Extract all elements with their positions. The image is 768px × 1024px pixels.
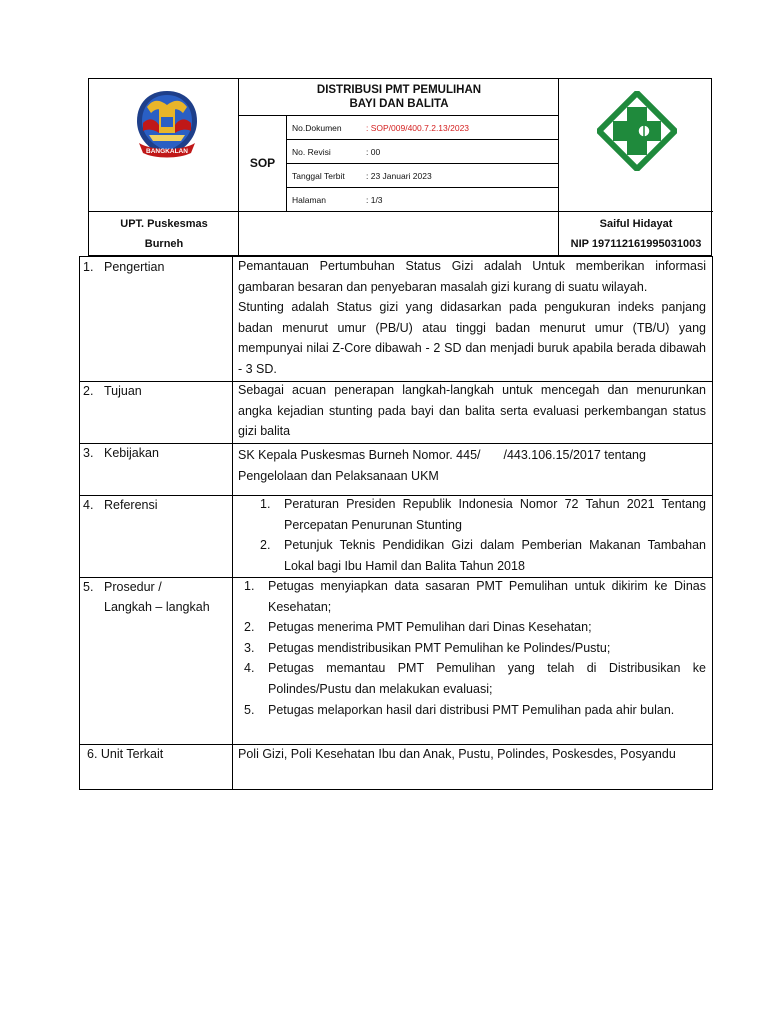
section-number: 3. [83,446,94,460]
list-item [244,638,706,659]
list-item [244,617,706,638]
item-number: 1. [260,497,271,511]
item-number: 4. [244,661,255,676]
policy-text-part: /443.106.15/2017 tentang [503,448,646,462]
title-line-2: BAYI DAN BALITA [349,98,449,110]
section-title: Pengertian [104,260,165,274]
list-item [244,576,706,617]
org-line-2: Burneh [144,238,184,250]
section-content-kebijakan [238,445,706,486]
divider [80,443,712,444]
svg-text:BANGKALAN: BANGKALAN [146,148,188,155]
meta-value: : 23 Januari 2023 [366,170,432,181]
section-title: Referensi [104,498,158,512]
organization-name [89,211,239,257]
policy-text-part: Pengelolaan dan Pelaksanaan UKM [238,468,439,483]
meta-row-document-number [287,116,559,139]
org-line-1: UPT. Puskesmas [120,218,208,230]
puskesmas-cross-logo [597,91,677,171]
item-number: 3. [244,640,255,655]
list-item [260,494,706,535]
section-title: Prosedur / [104,580,162,594]
item-text: Petugas menyiapkan data sasaran PMT Pemulihan untuk dikirim ke Dinas Kesehatan; [268,579,706,614]
sop-content-table [79,256,713,790]
paragraph: Poli Gizi, Poli Kesehatan Ibu dan Anak, Pustu, Polindes, Poskesdes, Posyandu [238,747,676,761]
item-text: Petunjuk Teknis Pendidikan Gizi dalam Pemberian Makanan Tambahan Lokal bagi Ibu Hamil dan Balita Tahun 2018 [284,538,706,573]
item-number: 2. [260,538,271,553]
section-content-pengertian [238,256,706,380]
paragraph: Pemantauan Pertumbuhan Status Gizi adalah Untuk memberikan informasi gambaran besaran dan penyebaran masalah gizi kurang di suatu wilayah. [238,259,706,294]
section-number: 1. [83,260,94,274]
meta-value: : SOP/009/400.7.2.13/2023 [366,122,470,133]
item-text: Petugas melaporkan hasil dari distribusi PMT Pemulihan pada ahir bulan. [268,702,675,717]
section-number: 5. [83,580,94,594]
bangkalan-emblem-logo [129,87,205,163]
policy-text-part: SK Kepala Puskesmas Burneh Nomor. 445/ [238,448,481,462]
meta-row-revision [287,140,559,163]
signer-nip: NIP 197112161995031003 [570,238,702,250]
item-number: 2. [244,620,255,635]
divider [232,257,233,789]
list-item [244,658,706,699]
item-text: Peraturan Presiden Republik Indonesia Nomor 72 Tahun 2021 Tentang Percepatan Penurunan Stunting [284,497,706,532]
meta-key: No.Dokumen [292,122,342,133]
section-number: 4. [83,498,94,512]
signer-name: Saiful Hidayat [599,218,673,230]
item-number: 1. [244,579,255,593]
item-text: Petugas mendistribusikan PMT Pemulihan ke Polindes/Pustu; [268,640,611,655]
document-title [239,79,559,115]
title-line-1: DISTRIBUSI PMT PEMULIHAN [316,84,482,96]
list-item [260,535,706,576]
section-title: Langkah – langkah [104,600,210,614]
paragraph: Sebagai acuan penerapan langkah-langkah untuk mencegah dan menurunkan angka kejadian stunting pada bayi dan balita serta evaluasi perkembangan status gizi balita [238,383,706,439]
meta-key: Tanggal Terbit [292,170,345,181]
procedure-list [244,576,706,720]
sop-header-table [88,78,712,256]
meta-key: Halaman [292,194,327,205]
section-title: Tujuan [104,384,142,398]
list-item [244,700,706,721]
section-title: Kebijakan [104,446,159,460]
section-content-unit-terkait [238,744,706,765]
signer-block [559,211,713,257]
meta-row-page [287,188,559,211]
item-text: Petugas menerima PMT Pemulihan dari Dinas Kesehatan; [268,620,592,635]
section-number: 2. [83,384,94,398]
meta-key: No. Revisi [292,146,331,157]
item-number: 5. [244,702,255,717]
paragraph: Stunting adalah Status gizi yang didasarkan pada pengukuran indeks panjang badan menurut umur (PB/U) atau tinggi badan menurut umur (TB/U) yang mempunyai nilai Z-Core dibawah - 2 SD dan menjadi buruk apabila berada dibawah - 3 SD. [238,300,706,376]
reference-list [260,494,706,576]
meta-value: : 00 [366,146,381,157]
section-label-unit-terkait: 6. Unit Terkait [87,747,164,761]
meta-value: : 1/3 [366,194,383,205]
meta-row-issue-date [287,164,559,187]
sop-label: SOP [249,156,276,170]
section-content-tujuan [238,380,706,442]
item-text: Petugas memantau PMT Pemulihan yang telah di Distribusikan ke Polindes/Pustu dan melakukan evaluasi; [268,661,706,696]
